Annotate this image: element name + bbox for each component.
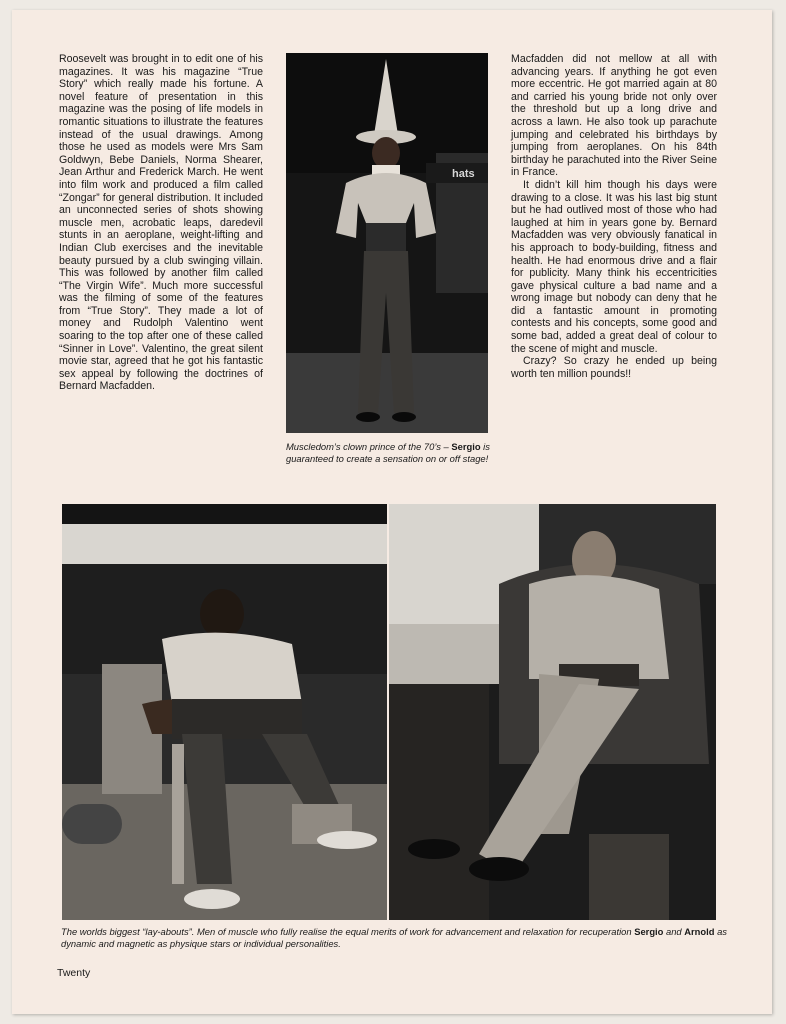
page-number: Twenty	[57, 967, 91, 979]
photo-sergio-seated	[62, 504, 387, 920]
article-left-column	[59, 53, 263, 393]
caption-name-arnold: Arnold	[684, 926, 715, 937]
caption-rest: is guaranteed to create a sensation on or off stage!	[286, 441, 490, 464]
caption-lead: The worlds biggest “lay-abouts”. Men of muscle who fully realise the equal merits of work for advancement and relaxation for recuperation	[61, 926, 632, 937]
shop-sign-text: hats	[452, 168, 475, 180]
magazine-page	[12, 10, 772, 1014]
photo-sergio-clown-hat	[286, 53, 488, 433]
caption-rest: as dynamic and magnetic as physique stars or individual personalities.	[61, 926, 727, 949]
article-paragraph: It didn’t kill him though his days were drawing to a close. It was his last big stunt but he had outlived most of those who had laughed at him in years gone by. Bernard Macfadden was very obviously fanatical in his approach to body-building, fitness and health. He had enormous drive and a flair for publicity. Many think his eccentricities gave physical culture a bad name and a wrong image but nobody can deny that he did a fantastic amount in promoting contests and his concepts, some good and some bad, added a great deal of colour to the scene of might and muscle.	[511, 178, 717, 355]
photo-caption-top	[286, 441, 496, 464]
caption-name-sergio: Sergio	[451, 441, 481, 452]
article-right-column	[511, 53, 717, 380]
caption-lead: Muscledom’s clown prince of the 70’s –	[286, 441, 449, 452]
article-paragraph: Roosevelt was brought in to edit one of his magazines. It was his magazine “True Story” which really made his fortune. A novel feature of presentation in this magazine was the posing of life models in romantic situations to illustrate the features instead of the usual drawings. Among those he used as models were Mrs Sam Goldwyn, Bebe Daniels, Norma Shearer, Jean Arthur and Frederick March. He went into film work and produced a film called “Zongar” for general distribution. It included an unconnected series of shots showing muscle men, acrobatic leaps, daredevil stunts in an aeroplane, weight-lifting and Indian Club exercises and the inevitable beauty pursued by a club swinging villain. This was followed by another film called “The Virgin Wife”. Much more successful was the filming of some of the features from “True Story”. They made a lot of money and Rudolph Valentino went soaring to the top after one of these called “Sinner in Love”. Valentino, the great silent movie star, agreed that he got his fantastic sex appeal by following the doctrines of Bernard Macfadden.	[59, 53, 263, 393]
caption-and: and	[666, 926, 682, 937]
photo-arnold-seated	[389, 504, 716, 920]
photo-caption-bottom	[61, 926, 729, 949]
article-paragraph: Macfadden did not mellow at all with advancing years. If anything he got even more eccentric. He got married again at 80 and carried his young bride not only over the threshold but up a long drive and across a lawn. He also took up parachute jumping and celebrated his birthdays by jumping from aeroplanes. On his 84th birthday he parachuted into the River Seine in France.	[511, 53, 717, 179]
caption-name-sergio: Sergio	[634, 926, 664, 937]
article-paragraph: Crazy? So crazy he ended up being worth ten million pounds!!	[511, 355, 717, 380]
